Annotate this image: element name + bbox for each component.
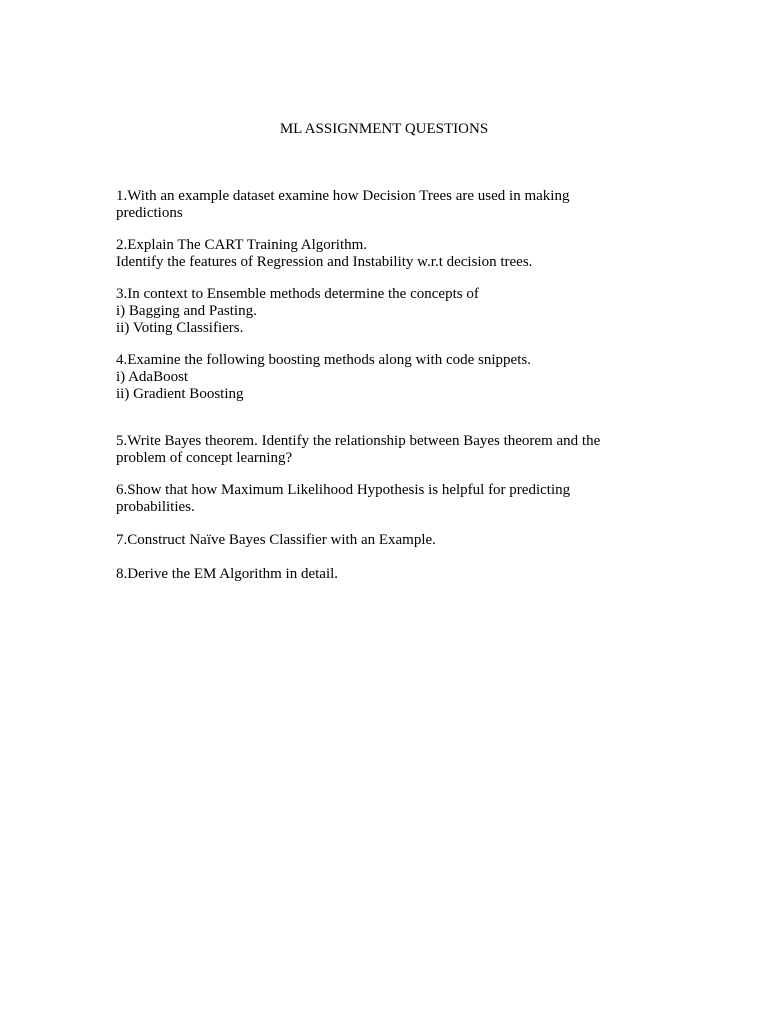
question-line: 1.With an example dataset examine how Decision Trees are used in making — [116, 188, 570, 204]
question-line: 6.Show that how Maximum Likelihood Hypothesis is helpful for predicting — [116, 482, 571, 498]
question-line: ii) Voting Classifiers. — [116, 320, 244, 336]
question-line: 3.In context to Ensemble methods determine the concepts of — [116, 286, 479, 302]
question-line: i) AdaBoost — [116, 369, 189, 385]
question-8 — [116, 566, 646, 583]
document-title: ML ASSIGNMENT QUESTIONS — [279, 121, 489, 137]
question-line: predictions — [116, 205, 183, 221]
question-line: 2.Explain The CART Training Algorithm. — [116, 237, 368, 253]
question-3 — [116, 286, 646, 337]
question-1 — [116, 188, 646, 222]
question-line: probabilities. — [116, 499, 195, 515]
question-line: problem of concept learning? — [116, 450, 293, 466]
question-line: ii) Gradient Boosting — [116, 386, 244, 402]
question-line: 4.Examine the following boosting methods along with code snippets. — [116, 352, 531, 368]
question-line: 8.Derive the EM Algorithm in detail. — [116, 566, 339, 582]
question-5 — [116, 433, 646, 467]
question-4 — [116, 352, 646, 403]
question-2 — [116, 237, 646, 271]
question-line: i) Bagging and Pasting. — [116, 303, 257, 319]
question-line: 5.Write Bayes theorem. Identify the relationship between Bayes theorem and the — [116, 433, 601, 449]
question-6 — [116, 482, 646, 516]
question-line: 7.Construct Naïve Bayes Classifier with an Example. — [116, 532, 436, 548]
question-7 — [116, 532, 646, 549]
question-line: Identify the features of Regression and Instability w.r.t decision trees. — [116, 254, 533, 270]
